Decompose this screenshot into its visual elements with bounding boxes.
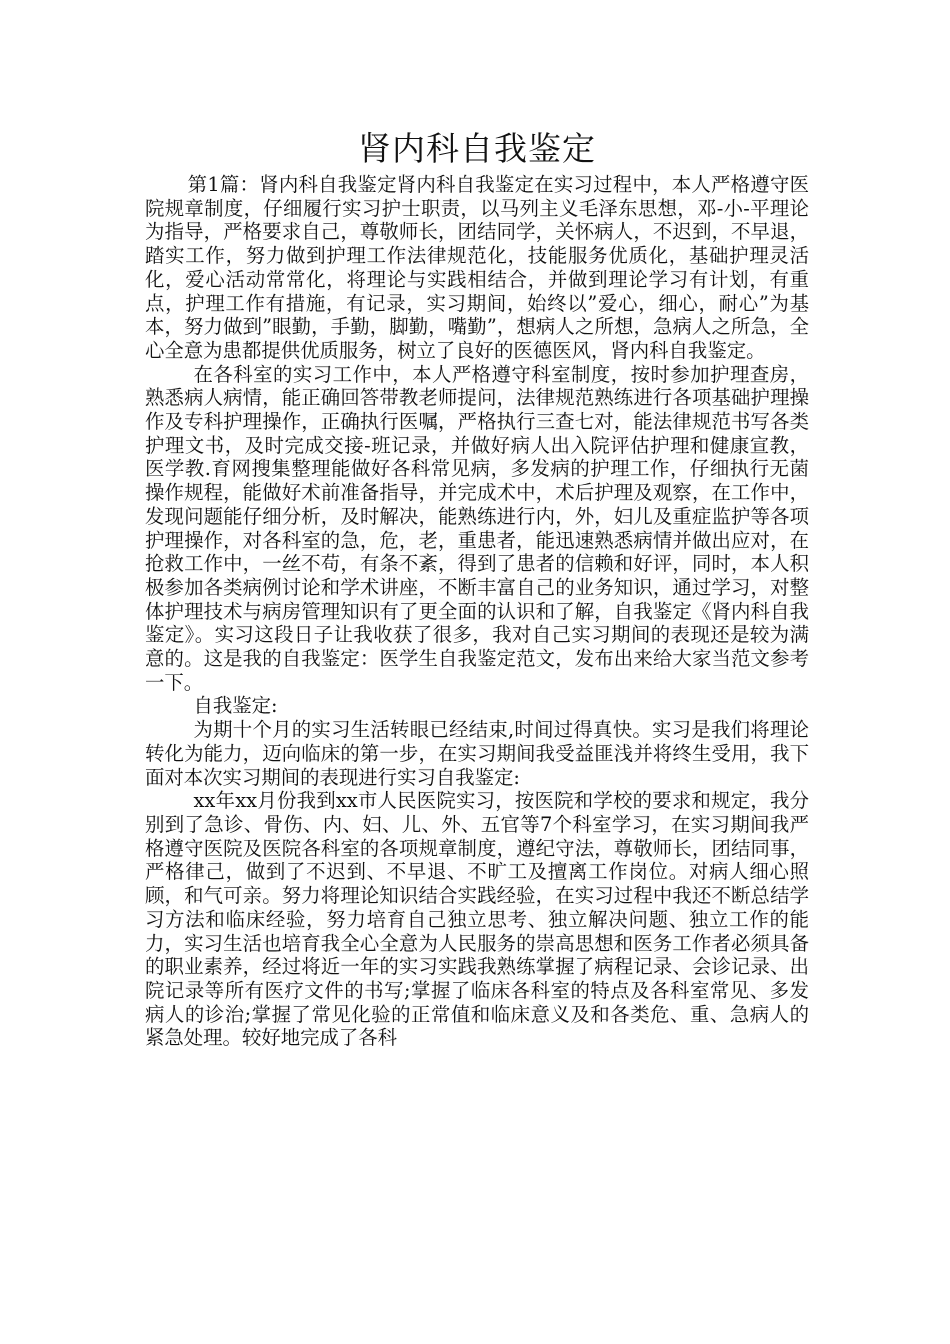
paragraph-3: 自我鉴定: <box>193 694 278 718</box>
paragraph-5: xx年xx月份我到xx市人民医院实习，按医院和学校的要求和规定，我分别到了急诊、骨伤、内、妇、儿、外、五官等7个科室学习，在实习期间我严格遵守医院及医院各科室的各项规章制度，遵纪守法，尊敬师长，团结同事，严格律己，做到了不迟到、不早退、不旷工及擅离工作岗位。对病人细心照顾，和气可亲。努力将理论知识结合实践经验，在实习过程中我还不断总结学习方法和临床经验，努力培育自己独立思考、独立解决问题、独立工作的能力，实习生活也培育我全心全意为人民服务的崇高思想和医务工作者必须具备的职业素养，经过将近一年的实习实践我熟练掌握了病程记录、会诊记录、出院记录等所有医疗文件的书写;掌握了临床各科室的特点及各科室常见、多发病人的诊治;掌握了常见化验的正常值和临床意义及和各类危、重、急病人的紧急处理。较好地完成了各科 <box>145 789 809 1050</box>
paragraph-4: 为期十个月的实习生活转眼已经结束,时间过得真快。实习是我们将理论转化为能力，迈向临床的第一步，在实习期间我受益匪浅并将终生受用，我下面对本次实习期间的表现进行实习自我鉴定: <box>145 718 809 789</box>
document-page <box>145 125 809 1050</box>
paragraph-2: 在各科室的实习工作中，本人严格遵守科室制度，按时参加护理查房，熟悉病人病情，能正确回答带教老师提问，法律规范熟练进行各项基础护理操作及专科护理操作，正确执行医嘱，严格执行三查七对，能法律规范书写各类护理文书，及时完成交接-班记录，并做好病人出入院评估护理和健康宣教，医学教.育网搜集整理能做好各科常见病，多发病的护理工作，仔细执行无菌操作规程，能做好术前准备指导，并完成术中，术后护理及观察，在工作中，发现问题能仔细分析，及时解决，能熟练进行内，外，妇儿及重症监护等各项护理操作，对各科室的急，危，老，重患者，能迅速熟悉病情并做出应对，在抢救工作中，一丝不苟，有条不紊，得到了患者的信赖和好评，同时，本人积极参加各类病例讨论和学术讲座，不断丰富自己的业务知识，通过学习，对整体护理技术与病房管理知识有了更全面的认识和了解，自我鉴定《肾内科自我鉴定》。实习这段日子让我收获了很多，我对自己实习期间的表现还是较为满意的。这是我的自我鉴定：医学生自我鉴定范文，发布出来给大家当范文参考一下。 <box>145 362 809 694</box>
document-title: 肾内科自我鉴定 <box>358 129 596 168</box>
paragraph-1: 第1篇：肾内科自我鉴定肾内科自我鉴定在实习过程中，本人严格遵守医院规章制度，仔细履行实习护士职责，以马列主义毛泽东思想，邓-小-平理论为指导，严格要求自己，尊敬师长，团结同学，关怀病人，不迟到，不早退，踏实工作，努力做到护理工作法律规范化，技能服务优质化，基础护理灵活化，爱心活动常常化，将理论与实践相结合，并做到理论学习有计划，有重点，护理工作有措施，有记录，实习期间，始终以”爱心，细心，耐心”为基本，努力做到”眼勤，手勤，脚勤，嘴勤”，想病人之所想，急病人之所急，全心全意为患都提供优质服务，树立了良好的医德医风，肾内科自我鉴定。 <box>145 173 809 362</box>
